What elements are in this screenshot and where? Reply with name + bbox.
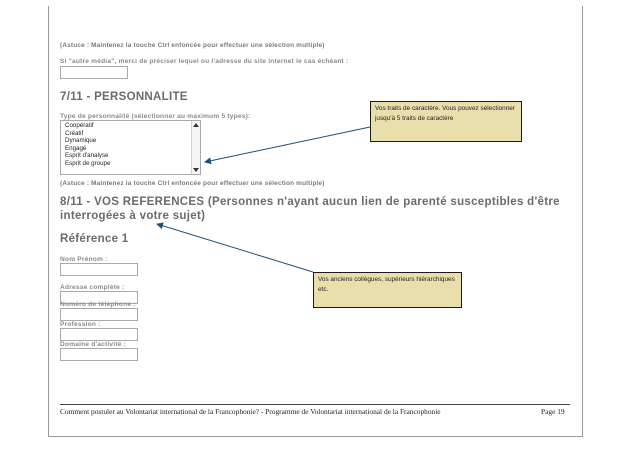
footer-text: Comment postuler au Volontariat international de la Francophonie? - Programme de Volontariat international de la Francophonie xyxy=(60,407,441,416)
personality-type-label: Type de personnalité (sélectionner au maximum 5 types): xyxy=(60,113,251,120)
reference-1-title: Référence 1 xyxy=(60,233,129,245)
personality-option[interactable]: Créatif xyxy=(65,129,84,137)
footer-divider xyxy=(60,404,570,405)
personality-option[interactable]: Dynamique xyxy=(65,137,97,145)
nom-prenom-label: Nom Prénom : xyxy=(60,256,108,263)
section-references-title: 8/11 - VOS REFERENCES (Personnes n'ayant aucun lien de parenté susceptibles d'être interrogées à votre sujet) xyxy=(60,196,560,222)
adresse-label: Adresse complète : xyxy=(60,284,125,291)
profession-label: Profession : xyxy=(60,321,101,328)
multi-select-tip-top: (Astuce : Maintenez la touche Ctrl enfoncée pour effectuer une sélection multiple) xyxy=(60,42,325,49)
personality-option[interactable]: Esprit d'analyse xyxy=(65,152,109,160)
personality-arrow xyxy=(205,127,370,162)
section-personnalite-title: 7/11 - PERSONNALITE xyxy=(60,91,188,103)
telephone-label: Numéro de téléphone : xyxy=(60,301,136,308)
autre-media-label: Si "autre média", merci de préciser lequel ou l'adresse du site internet le cas échéant : xyxy=(60,58,349,65)
personality-option[interactable]: Coopératif xyxy=(65,122,94,129)
multi-select-tip: (Astuce : Maintenez la touche Ctrl enfoncée pour effectuer une sélection multiple) xyxy=(60,180,325,187)
personality-callout-text: Vos traits de caractère. Vous pouvez sélectionner jusqu'à 5 traits de caractère xyxy=(375,105,515,122)
personality-option[interactable]: Esprit de groupe xyxy=(65,159,111,167)
page-number: Page 19 xyxy=(541,407,565,416)
references-arrow xyxy=(157,224,313,272)
personality-option[interactable]: Engagé xyxy=(65,144,87,152)
domaine-label: Domaine d'activité : xyxy=(60,341,127,348)
references-callout-text: Vos anciens collègues, supérieurs hiérarchiques etc. xyxy=(318,276,455,293)
